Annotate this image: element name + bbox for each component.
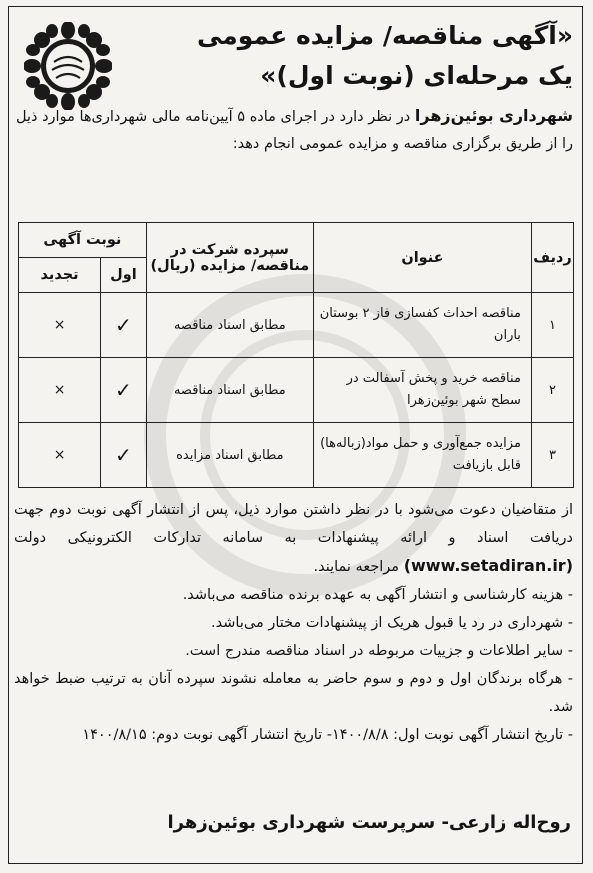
bullet-item: - هزینه کارشناسی و انتشار آگهی به عهده برنده مناقصه می‌باشد. [182,587,573,603]
row-number: ۲ [531,358,573,423]
bullet-item: - هرگاه برندگان اول و دوم و سوم حاضر به معامله نشوند سپرده آنان به ترتیب ضبط خواهد شد. [14,671,573,715]
row-renewal-cross: × [19,293,101,358]
title-line-2: یک مرحله‌ای (نوبت اول)» [260,61,573,90]
row-deposit: مطابق اسناد مزایده [146,423,313,488]
row-deposit: مطابق اسناد مناقصه [146,358,313,423]
bullet-item: - تاریخ انتشار آگهی نوبت اول: ۱۴۰۰/۸/۸- تاریخ انتشار آگهی نوبت دوم: ۱۴۰۰/۸/۱۵ [82,727,573,743]
row-number: ۳ [531,423,573,488]
signature: روح‌اله زارعی- سرپرست شهرداری بوئین‌زهرا [167,812,571,833]
header-deposit-line-1: سپرده شرکت در [170,241,289,258]
row-first-check: ✓ [101,423,147,488]
items-table [18,222,574,488]
header-deposit-line-2: مناقصه/ مزایده (ریال) [150,257,310,274]
invite-end: مراجعه نمایند. [313,559,404,575]
row-renewal-cross: × [19,358,101,423]
notice-body [14,496,573,749]
bullet-item: - شهرداری در رد یا قبول هریک از پیشنهادات مختار می‌باشد. [211,615,573,631]
table-row [19,358,574,423]
header-deposit [146,223,313,293]
bullet-item: - سایر اطلاعات و جزییات مربوطه در اسناد مناقصه مندرج است. [185,643,573,659]
row-title: مناقصه خرید و پخش آسفالت در سطح شهر بوئین‌زهرا [313,358,531,423]
intro-organization: شهرداری بوئین‌زهرا [414,106,574,125]
row-deposit: مطابق اسناد مناقصه [146,293,313,358]
header-row-number: ردیف [531,223,573,293]
header-round: نوبت آگهی [19,223,147,258]
row-number: ۱ [531,293,573,358]
header-title: عنوان [313,223,531,293]
table-row [19,423,574,488]
invite-paragraph [14,496,573,581]
header-renewal: تجدید [19,258,101,293]
municipality-emblem-icon [24,22,112,110]
row-title: مناقصه احداث کفسازی فاز ۲ بوستان باران [313,293,531,358]
intro-paragraph [16,102,573,158]
table-row [19,293,574,358]
notice-title [133,16,573,96]
intro-text: در نظر دارد در اجرای ماده ۵ آیین‌نامه مالی شهرداری‌ها موارد ذیل را از طریق برگزاری مناقصه و مزایده عمومی انجام دهد: [16,109,573,152]
row-first-check: ✓ [101,358,147,423]
setadiran-link[interactable]: (www.setadiran.ir) [403,556,573,575]
invite-text: از متقاضیان دعوت می‌شود با در نظر داشتن موارد ذیل، پس از انتشار آگهی نوبت دوم جهت دریافت اسناد و ارائه پیشنهادات به سامانه تدارکات الکترونیکی دولت [14,502,573,546]
row-first-check: ✓ [101,293,147,358]
title-line-1: «آگهی مناقصه/ مزایده عمومی [196,21,573,50]
row-title: مزایده جمع‌آوری و حمل مواد(زباله‌ها) قابل بازیافت [313,423,531,488]
row-renewal-cross: × [19,423,101,488]
header-first: اول [101,258,147,293]
